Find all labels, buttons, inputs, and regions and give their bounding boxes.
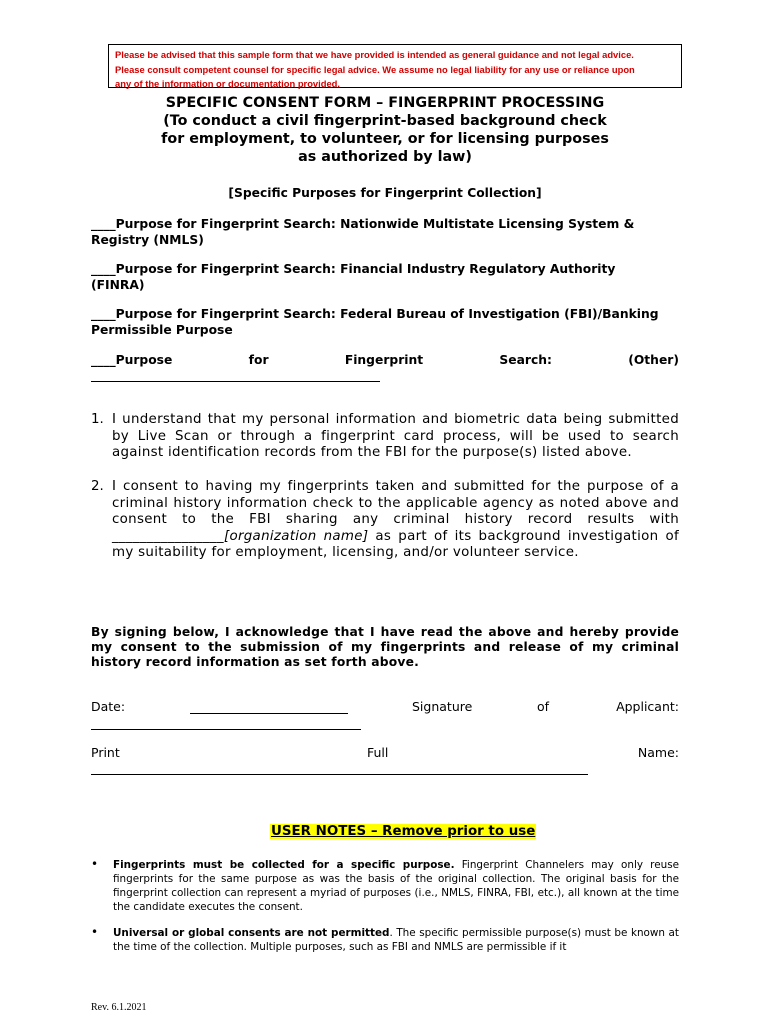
item-1-number: 1.	[91, 412, 104, 427]
purpose-other-word-2: for	[248, 353, 269, 367]
note-2-bold: Universal or global consents are not permitted	[113, 927, 390, 939]
purpose-finra	[91, 261, 679, 293]
signature-word-2: of	[537, 699, 550, 714]
purpose-fbi	[91, 306, 679, 338]
item-2-number: 2.	[91, 479, 104, 494]
acknowledgement-text: By signing below, I acknowledge that I have read the above and hereby provide my consent to the submission of my fingerprints and release of my criminal history record information as set forth above.	[91, 625, 679, 669]
purpose-finra-line-1: ____Purpose for Fingerprint Search: Financial Industry Regulatory Authority	[91, 262, 616, 276]
organization-name-placeholder: [organization name]	[223, 528, 369, 544]
signature-word-3: Applicant:	[616, 699, 679, 714]
purpose-fbi-line-2: Permissible Purpose	[91, 323, 233, 337]
purpose-nmls-line-2: Registry (NMLS)	[91, 233, 204, 247]
disclaimer-line-2: Please consult competent counsel for specific legal advice. We assume no legal liability for any use or reliance upon	[115, 63, 635, 75]
bullet-icon: •	[91, 925, 99, 939]
print-label: Print	[91, 745, 120, 760]
purposes-heading: [Specific Purposes for Fingerprint Collection]	[228, 186, 542, 200]
date-signature-row	[91, 699, 679, 714]
form-title	[90, 94, 680, 166]
item-2-text-after: as part of its background investigation of my suitability for employment, licensing, and/or volunteer service.	[112, 528, 679, 560]
full-label: Full	[367, 745, 389, 760]
purpose-other-word-5: (Other)	[628, 353, 679, 367]
title-line-4: as authorized by law)	[298, 149, 472, 165]
item-1-text: I understand that my personal information and biometric data being submitted by Live Scan or through a fingerprint card process, will be used to search against identification records from the FBI for the purpose(s) listed above.	[112, 412, 679, 460]
purpose-other-word-4: Search:	[499, 353, 552, 367]
purpose-other	[91, 352, 679, 368]
signature-word-1: Signature	[412, 699, 473, 714]
name-label: Name:	[637, 745, 679, 760]
disclaimer-line-1: Please be advised that this sample form that we have provided is intended as general guidance and not legal advice.	[115, 49, 634, 60]
purpose-nmls	[91, 216, 679, 248]
note-1-bold: Fingerprints must be collected for a specific purpose.	[113, 859, 455, 871]
consent-item-2	[91, 479, 679, 562]
purpose-nmls-line-1: ____Purpose for Fingerprint Search: Nationwide Multistate Licensing System &	[91, 217, 635, 231]
bullet-icon: •	[91, 857, 99, 871]
purpose-other-word-3: Fingerprint	[344, 353, 424, 367]
disclaimer-line-3: any of the information or documentation provided.	[115, 78, 341, 89]
consent-item-1	[91, 412, 679, 462]
legal-disclaimer-box	[108, 44, 682, 88]
title-line-1: SPECIFIC CONSENT FORM – FINGERPRINT PROCESSING	[165, 95, 605, 111]
purpose-other-word-1: ____Purpose	[91, 353, 173, 367]
user-note-1	[91, 858, 679, 914]
print-name-row	[91, 745, 679, 760]
date-blank-line[interactable]	[190, 713, 348, 714]
organization-name-blank[interactable]: ________________	[112, 528, 224, 544]
note-1-text: Fingerprint Channelers may only reuse fingerprints for the same purpose as was the basis of the original collection. The original basis for the fingerprint collection can represent a myriad of purposes (i.e., NMLS, FINRA, FBI, etc.), all known at the time the candidate executes the consent.	[113, 859, 679, 913]
title-line-3: for employment, to volunteer, or for licensing purposes	[161, 131, 609, 147]
signature-blank-line[interactable]	[91, 729, 361, 730]
note-2-text: . The specific permissible purpose(s) must be known at the time of the collection. Multiple purposes, such as FBI and NMLS are permissible if it	[113, 927, 680, 953]
title-line-2: (To conduct a civil fingerprint-based background check	[163, 113, 607, 129]
purpose-other-blank-line[interactable]	[91, 381, 380, 382]
item-2-text-before: I consent to having my fingerprints taken and submitted for the purpose of a criminal history information check to the applicable agency as noted above and consent to the FBI sharing any criminal history record results with	[112, 479, 679, 527]
date-label: Date:	[91, 699, 126, 714]
user-note-2	[91, 926, 679, 954]
purpose-fbi-line-1: ____Purpose for Fingerprint Search: Federal Bureau of Investigation (FBI)/Banking	[91, 307, 659, 321]
purpose-finra-line-2: (FINRA)	[91, 278, 145, 292]
user-notes-heading: USER NOTES – Remove prior to use	[271, 824, 536, 839]
revision-date: Rev. 6.1.2021	[91, 1002, 147, 1013]
print-name-blank-line[interactable]	[91, 774, 588, 775]
